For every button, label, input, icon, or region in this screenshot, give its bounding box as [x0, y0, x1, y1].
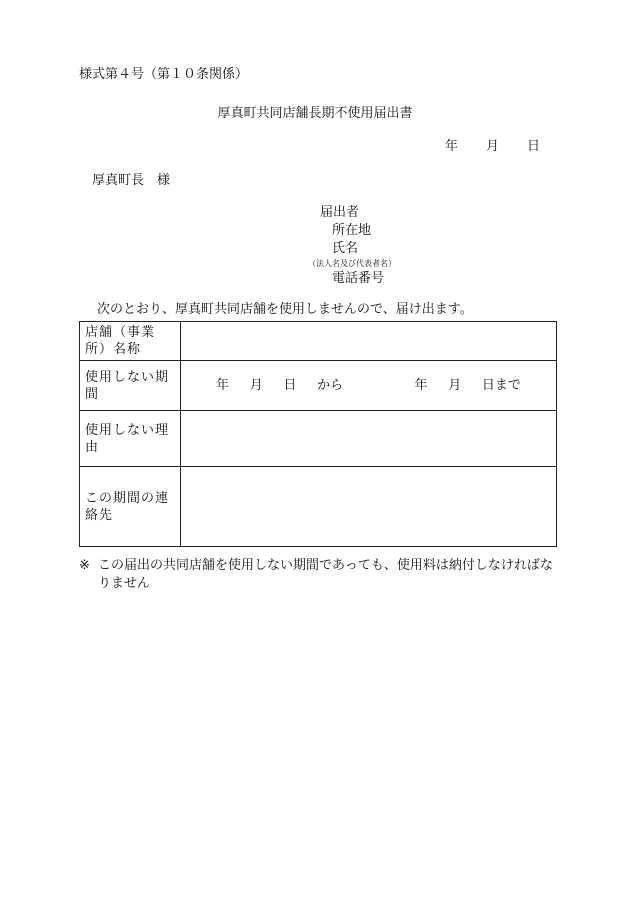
table-row	[80, 467, 557, 547]
submission-date	[445, 139, 540, 155]
row-label-period: 使用しない期間	[80, 361, 181, 411]
note-mark: ※	[79, 558, 90, 573]
row-label-store-name: 店舗（事業所）名称	[80, 322, 181, 361]
period-from-year: 年	[216, 378, 230, 393]
store-name-field[interactable]	[181, 322, 557, 361]
table-row	[80, 361, 557, 411]
table-row	[80, 322, 557, 361]
row-label-reason: 使用しない理由	[80, 411, 181, 467]
contact-field[interactable]	[181, 467, 557, 547]
period-from-word: から	[317, 378, 344, 393]
period-to-month: 月	[448, 378, 462, 393]
applicant-phone-label: 電話番号	[332, 271, 385, 286]
period-from-day: 日	[283, 378, 297, 393]
applicant-address-label: 所在地	[332, 223, 372, 238]
date-month: 月	[486, 139, 500, 154]
table-row	[80, 411, 557, 467]
intro-text: 次のとおり、厚真町共同店舗を使用しませんので、届け出ます。	[97, 302, 473, 317]
note-text: この届出の共同店舗を使用しない期間であっても、使用料は納付しなければなりません	[98, 558, 553, 591]
applicant-name-note: （法人名及び代表者名）	[308, 259, 396, 268]
document-title: 厚真町共同店舗長期不使用届出書	[217, 106, 413, 121]
applicant-heading: 届出者	[320, 205, 360, 220]
period-field[interactable]	[181, 361, 557, 411]
form-number: 様式第４号（第１０条関係）	[79, 67, 249, 82]
footnote	[79, 557, 559, 593]
notification-table	[79, 321, 557, 547]
recipient: 厚真町長 様	[92, 173, 171, 188]
reason-field[interactable]	[181, 411, 557, 467]
date-day: 日	[527, 139, 541, 154]
period-to-day: 日まで	[481, 378, 521, 393]
period-to-year: 年	[414, 378, 428, 393]
row-label-contact: この期間の連絡先	[80, 467, 181, 547]
period-from-month: 月	[249, 378, 263, 393]
period-line	[186, 377, 551, 394]
applicant-name-label: 氏名	[332, 241, 359, 256]
date-year: 年	[445, 139, 459, 154]
